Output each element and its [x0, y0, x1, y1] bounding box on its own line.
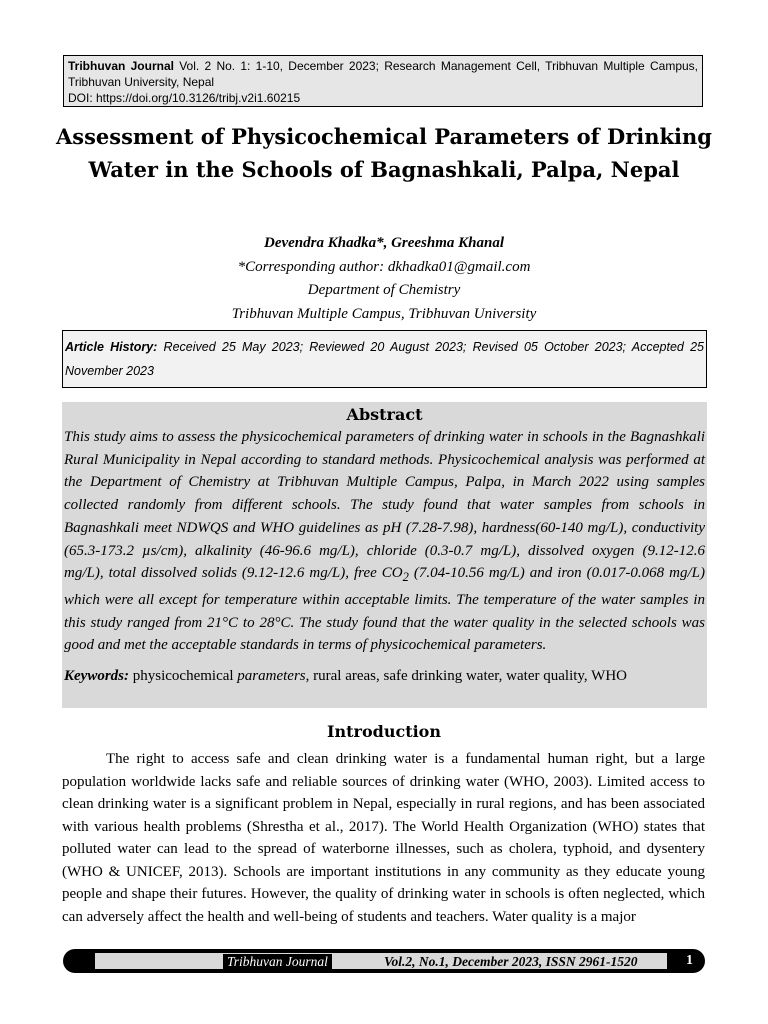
journal-name: Tribhuvan Journal	[68, 59, 174, 73]
keywords-label: Keywords:	[64, 668, 129, 685]
paper-title: Assessment of Physicochemical Parameters of Drinking Water in the Schools of Bagnashkali, Palpa, Nepal	[55, 124, 712, 182]
journal-citation: Vol. 2 No. 1: 1-10, December 2023; Research Management Cell, Tribhuvan Multiple Campus, Tribhuvan University, Nepal	[68, 59, 699, 89]
keywords-post: , rural areas, safe drinking water, water quality, WHO	[305, 668, 627, 685]
journal-doi: DOI: https://doi.org/10.3126/tribj.v2i1.60215	[68, 91, 301, 105]
keywords	[64, 665, 705, 687]
page-number: 1	[686, 953, 693, 968]
corresponding-author: *Corresponding author: dkhadka01@gmail.com	[237, 258, 531, 275]
footer-journal: Tribhuvan Journal	[223, 954, 332, 969]
department: Department of Chemistry	[307, 282, 461, 298]
abstract-text	[64, 426, 705, 657]
abstract-text-part2: (7.04-10.56 mg/L) and iron (0.017-0.068 mg/L) which were all except for temperature within acceptable limits. The temperature of the water samples in this study ranged from 21°C to 28°C. The study found that the water quality in the selected schools was good and met the acceptable standards in terms of physicochemical parameters.	[64, 565, 705, 654]
abstract-heading: Abstract	[346, 405, 423, 424]
page-footer	[63, 949, 705, 973]
article-history-box	[62, 330, 707, 388]
institution: Tribhuvan Multiple Campus, Tribhuvan University	[231, 305, 537, 322]
abstract-section	[62, 402, 707, 708]
article-history-text: Received 25 May 2023; Reviewed 20 August 2023; Revised 05 October 2023; Accepted 25 November 2023	[65, 340, 704, 378]
footer-volume: Vol.2, No.1, December 2023, ISSN 2961-1520	[384, 954, 638, 969]
co2-subscript: 2	[402, 570, 409, 585]
author-block	[0, 232, 768, 326]
keywords-pre: physicochemical	[129, 668, 238, 685]
abstract-text-part1: This study aims to assess the physicochemical parameters of drinking water in schools in the Bagnashkali Rural Municipality in Nepal according to standard methods. Physicochemical analysis was performed at the Department of Chemistry at Tribhuvan Multiple Campus, Palpa, in March 2022 using samples collected randomly from different schools. The study found that water samples from schools in Bagnashkali meet NDWQS and WHO guidelines as pH (7.28-7.98), hardness(60-140 mg/L), conductivity (65.3-173.2 µs/cm), alkalinity (46-96.6 mg/L), chloride (0.3-0.7 mg/L), dissolved oxygen (9.12-12.6 mg/L), total dissolved solids (9.12-12.6 mg/L), free CO	[64, 429, 705, 582]
introduction-heading: Introduction	[327, 722, 441, 741]
introduction-paragraph: The right to access safe and clean drinking water is a fundamental human right, but a large population worldwide lacks safe and reliable sources of drinking water (WHO, 2003). Limited access to clean drinking water is a significant problem in Nepal, especially in rural regions, and has been associated with various health problems (Shrestha et al., 2017). The World Health Organization (WHO) states that polluted water can lead to the spread of waterborne illnesses, such as cholera, typhoid, and dysentery (WHO & UNICEF, 2013). Schools are important institutions in any community as they educate young people and shape their futures. However, the quality of drinking water in schools is often neglected, which can adversely affect the health and well-being of students and teachers. Water quality is a major	[62, 751, 705, 925]
journal-citation-box	[63, 55, 703, 107]
author-names: Devendra Khadka*, Greeshma Khanal	[263, 235, 505, 251]
keywords-italic: parameters	[237, 668, 306, 685]
article-history-label: Article History:	[65, 340, 158, 354]
